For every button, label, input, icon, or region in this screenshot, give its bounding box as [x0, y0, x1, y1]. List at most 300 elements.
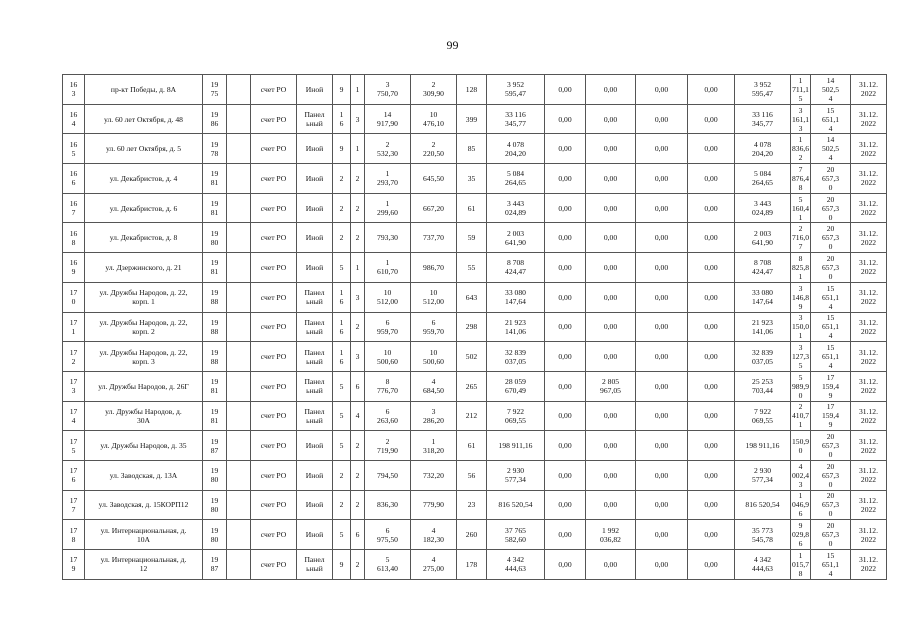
owner-funds-cell: 35 773 545,78: [735, 520, 791, 550]
floors-cell: 1 6: [333, 104, 351, 134]
unit-cost-cell: 5 160,4 1: [792, 194, 810, 222]
regional-funds-cell: 0,00: [586, 342, 636, 372]
cost-limit-cell: 15 651,1 4: [811, 104, 851, 134]
cost-limit-cell: 15 651,1 4: [811, 312, 851, 342]
row-number-cell: 16 7: [63, 193, 85, 223]
completion-date-cell: 31.12. 2022: [851, 490, 887, 520]
row-number-cell: 17 5: [63, 431, 85, 461]
floors-cell: 1 6: [333, 342, 351, 372]
cost-limit-cell: 14 502,5 4: [811, 134, 851, 164]
municipal-funds-cell: 0,00: [636, 134, 688, 164]
wall-material-cell: Иной: [297, 223, 333, 253]
table-row: [63, 75, 887, 105]
regional-funds-cell: 0,00: [586, 282, 636, 312]
fund-method-cell: счет РО: [251, 253, 297, 283]
cost-limit-cell: 14 502,5 4: [811, 75, 851, 105]
residential-area-cell: 10 476,10: [411, 104, 457, 134]
federal-funds-cell: 0,00: [545, 253, 586, 283]
municipal-funds-cell: 0,00: [636, 104, 688, 134]
empty-cell: [227, 550, 251, 580]
address-cell: ул. Заводская, д. 13А: [85, 460, 203, 490]
residential-area-cell: 779,90: [411, 490, 457, 520]
floors-cell: 9: [333, 134, 351, 164]
fund-method-cell: счет РО: [251, 193, 297, 223]
residential-area-cell: 645,50: [411, 164, 457, 194]
total-area-cell: 2 532,30: [365, 134, 411, 164]
entrances-cell: 6: [351, 520, 365, 550]
empty-cell: [227, 490, 251, 520]
entrances-cell: 2: [351, 164, 365, 194]
federal-funds-cell: 0,00: [545, 431, 586, 461]
build-year-cell: 19 88: [203, 342, 227, 372]
cost-limit-cell: 15 651,1 4: [811, 550, 851, 580]
floors-cell: 5: [333, 253, 351, 283]
unit-cost-cell: 2 410,7 1: [792, 402, 810, 430]
residents-cell: 59: [457, 223, 487, 253]
total-cost-cell: 7 922 069,55: [487, 401, 545, 431]
address-cell: ул. Заводская, д. 15КОРП12: [85, 490, 203, 520]
floors-cell: 2: [333, 223, 351, 253]
completion-date-cell: 31.12. 2022: [851, 460, 887, 490]
entrances-cell: 1: [351, 75, 365, 105]
entrances-cell: 3: [351, 282, 365, 312]
build-year-cell: 19 86: [203, 104, 227, 134]
residential-area-cell: 4 275,00: [411, 550, 457, 580]
fund-method-cell: счет РО: [251, 431, 297, 461]
other-funds-cell: 0,00: [688, 75, 735, 105]
completion-date-cell: 31.12. 2022: [851, 75, 887, 105]
total-area-cell: 6 263,60: [365, 401, 411, 431]
regional-funds-cell: 0,00: [586, 134, 636, 164]
entrances-cell: 2: [351, 550, 365, 580]
total-cost-cell: 32 839 037,05: [487, 342, 545, 372]
municipal-funds-cell: 0,00: [636, 431, 688, 461]
residents-cell: 61: [457, 431, 487, 461]
other-funds-cell: 0,00: [688, 401, 735, 431]
residential-area-cell: 737,70: [411, 223, 457, 253]
address-cell: ул. Дружбы Народов, д. 35: [85, 431, 203, 461]
other-funds-cell: 0,00: [688, 282, 735, 312]
fund-method-cell: счет РО: [251, 342, 297, 372]
residents-cell: 399: [457, 104, 487, 134]
other-funds-cell: 0,00: [688, 253, 735, 283]
wall-material-cell: Иной: [297, 520, 333, 550]
address-cell: ул. Декабристов, д. 4: [85, 164, 203, 194]
empty-cell: [227, 431, 251, 461]
fund-method-cell: счет РО: [251, 223, 297, 253]
completion-date-cell: 31.12. 2022: [851, 104, 887, 134]
unit-cost-cell: 1 015,7 8: [792, 550, 810, 578]
empty-cell: [227, 282, 251, 312]
federal-funds-cell: 0,00: [545, 75, 586, 105]
regional-funds-cell: 0,00: [586, 223, 636, 253]
address-cell: ул. Интернациональная, д. 12: [85, 550, 203, 580]
table-row: [63, 134, 887, 164]
floors-cell: 5: [333, 401, 351, 431]
row-number-cell: 17 7: [63, 490, 85, 520]
regional-funds-cell: 0,00: [586, 75, 636, 105]
federal-funds-cell: 0,00: [545, 134, 586, 164]
unit-cost-cell: 4 002,4 3: [792, 461, 810, 489]
row-number-cell: 16 4: [63, 104, 85, 134]
total-cost-cell: 2 930 577,34: [487, 460, 545, 490]
residents-cell: 61: [457, 193, 487, 223]
unit-cost-cell: 8 825,8 1: [792, 253, 810, 281]
federal-funds-cell: 0,00: [545, 490, 586, 520]
build-year-cell: 19 81: [203, 371, 227, 401]
residential-area-cell: 4 182,30: [411, 520, 457, 550]
residential-area-cell: 667,20: [411, 193, 457, 223]
wall-material-cell: Иной: [297, 460, 333, 490]
address-cell: ул. Дружбы Народов, д. 22, корп. 1: [85, 282, 203, 312]
fund-method-cell: счет РО: [251, 104, 297, 134]
cost-limit-cell: 20 657,3 0: [811, 490, 851, 520]
residential-area-cell: 3 286,20: [411, 401, 457, 431]
row-number-cell: 16 5: [63, 134, 85, 164]
houses-table: [62, 74, 887, 580]
table-row: [63, 253, 887, 283]
cost-limit-cell: 20 657,3 0: [811, 520, 851, 550]
municipal-funds-cell: 0,00: [636, 193, 688, 223]
owner-funds-cell: 33 116 345,77: [735, 104, 791, 134]
total-cost-cell: 8 708 424,47: [487, 253, 545, 283]
residential-area-cell: 10 500,60: [411, 342, 457, 372]
wall-material-cell: Иной: [297, 164, 333, 194]
completion-date-cell: 31.12. 2022: [851, 431, 887, 461]
address-cell: ул. Интернациональная, д. 10А: [85, 520, 203, 550]
cost-limit-cell: 20 657,3 0: [811, 431, 851, 461]
total-cost-cell: 33 116 345,77: [487, 104, 545, 134]
empty-cell: [227, 193, 251, 223]
federal-funds-cell: 0,00: [545, 520, 586, 550]
empty-cell: [227, 520, 251, 550]
total-area-cell: 5 613,40: [365, 550, 411, 580]
residential-area-cell: 6 959,70: [411, 312, 457, 342]
table-row: [63, 342, 887, 372]
municipal-funds-cell: 0,00: [636, 253, 688, 283]
build-year-cell: 19 81: [203, 401, 227, 431]
municipal-funds-cell: 0,00: [636, 282, 688, 312]
regional-funds-cell: 0,00: [586, 401, 636, 431]
total-cost-cell: 5 084 264,65: [487, 164, 545, 194]
empty-cell: [227, 253, 251, 283]
total-cost-cell: 3 952 595,47: [487, 75, 545, 105]
unit-cost-cell: 1 836,6 2: [792, 135, 810, 163]
unit-cost-cell: 2 716,0 7: [792, 224, 810, 252]
residential-area-cell: 2 220,50: [411, 134, 457, 164]
other-funds-cell: 0,00: [688, 371, 735, 401]
municipal-funds-cell: 0,00: [636, 401, 688, 431]
total-cost-cell: 4 342 444,63: [487, 550, 545, 580]
floors-cell: 5: [333, 371, 351, 401]
build-year-cell: 19 81: [203, 253, 227, 283]
wall-material-cell: Панел ьный: [297, 342, 333, 372]
completion-date-cell: 31.12. 2022: [851, 134, 887, 164]
empty-cell: [227, 164, 251, 194]
build-year-cell: 19 80: [203, 520, 227, 550]
empty-cell: [227, 75, 251, 105]
floors-cell: 9: [333, 550, 351, 580]
total-area-cell: 6 959,70: [365, 312, 411, 342]
other-funds-cell: 0,00: [688, 193, 735, 223]
total-area-cell: 1 610,70: [365, 253, 411, 283]
municipal-funds-cell: 0,00: [636, 342, 688, 372]
completion-date-cell: 31.12. 2022: [851, 550, 887, 580]
total-area-cell: 6 975,50: [365, 520, 411, 550]
owner-funds-cell: 2 003 641,90: [735, 223, 791, 253]
floors-cell: 5: [333, 520, 351, 550]
completion-date-cell: 31.12. 2022: [851, 401, 887, 431]
floors-cell: 1 6: [333, 282, 351, 312]
table-row: [63, 520, 887, 550]
federal-funds-cell: 0,00: [545, 342, 586, 372]
regional-funds-cell: 0,00: [586, 431, 636, 461]
residential-area-cell: 732,20: [411, 460, 457, 490]
residents-cell: 265: [457, 371, 487, 401]
residents-cell: 260: [457, 520, 487, 550]
fund-method-cell: счет РО: [251, 401, 297, 431]
entrances-cell: 6: [351, 371, 365, 401]
total-area-cell: 14 917,90: [365, 104, 411, 134]
address-cell: пр-кт Победы, д. 8А: [85, 75, 203, 105]
build-year-cell: 19 78: [203, 134, 227, 164]
table-row: [63, 193, 887, 223]
wall-material-cell: Панел ьный: [297, 282, 333, 312]
owner-funds-cell: 816 520,54: [735, 490, 791, 520]
floors-cell: 2: [333, 460, 351, 490]
residents-cell: 643: [457, 282, 487, 312]
completion-date-cell: 31.12. 2022: [851, 164, 887, 194]
cost-limit-cell: 15 651,1 4: [811, 282, 851, 312]
unit-cost-cell: 5 989,9 0: [792, 372, 810, 400]
residential-area-cell: 986,70: [411, 253, 457, 283]
other-funds-cell: 0,00: [688, 550, 735, 580]
owner-funds-cell: 7 922 069,55: [735, 401, 791, 431]
cost-limit-cell: 17 159,4 9: [811, 371, 851, 401]
municipal-funds-cell: 0,00: [636, 371, 688, 401]
federal-funds-cell: 0,00: [545, 460, 586, 490]
entrances-cell: 2: [351, 312, 365, 342]
other-funds-cell: 0,00: [688, 431, 735, 461]
table-row: [63, 164, 887, 194]
wall-material-cell: Иной: [297, 75, 333, 105]
wall-material-cell: Панел ьный: [297, 371, 333, 401]
table-row: [63, 550, 887, 580]
municipal-funds-cell: 0,00: [636, 75, 688, 105]
total-area-cell: 10 500,60: [365, 342, 411, 372]
address-cell: ул. Декабристов, д. 8: [85, 223, 203, 253]
cost-limit-cell: 20 657,3 0: [811, 164, 851, 194]
municipal-funds-cell: 0,00: [636, 520, 688, 550]
completion-date-cell: 31.12. 2022: [851, 520, 887, 550]
table-row: [63, 490, 887, 520]
federal-funds-cell: 0,00: [545, 223, 586, 253]
wall-material-cell: Иной: [297, 490, 333, 520]
floors-cell: 2: [333, 193, 351, 223]
table-row: [63, 460, 887, 490]
unit-cost-cell: 1 711,1 5: [792, 75, 809, 103]
unit-cost-cell: 150,9 0: [791, 431, 811, 461]
empty-cell: [227, 460, 251, 490]
total-cost-cell: 2 003 641,90: [487, 223, 545, 253]
page-number: 99: [446, 38, 459, 52]
regional-funds-cell: 0,00: [586, 164, 636, 194]
completion-date-cell: 31.12. 2022: [851, 253, 887, 283]
address-cell: ул. 60 лет Октября, д. 5: [85, 134, 203, 164]
regional-funds-cell: 0,00: [586, 312, 636, 342]
total-area-cell: 3 750,70: [365, 75, 411, 105]
completion-date-cell: 31.12. 2022: [851, 312, 887, 342]
row-number-cell: 17 4: [63, 401, 85, 431]
row-number-cell: 17 9: [63, 550, 85, 580]
completion-date-cell: 31.12. 2022: [851, 282, 887, 312]
cost-limit-cell: 20 657,3 0: [811, 253, 851, 283]
wall-material-cell: Иной: [297, 134, 333, 164]
regional-funds-cell: 2 805 967,05: [586, 371, 636, 401]
total-area-cell: 2 719,90: [365, 431, 411, 461]
table-row: [63, 282, 887, 312]
owner-funds-cell: 32 839 037,05: [735, 342, 791, 372]
residents-cell: 85: [457, 134, 487, 164]
empty-cell: [227, 134, 251, 164]
residential-area-cell: 2 309,90: [411, 75, 457, 105]
build-year-cell: 19 81: [203, 164, 227, 194]
fund-method-cell: счет РО: [251, 520, 297, 550]
other-funds-cell: 0,00: [688, 134, 735, 164]
fund-method-cell: счет РО: [251, 75, 297, 105]
federal-funds-cell: 0,00: [545, 164, 586, 194]
total-cost-cell: 33 080 147,64: [487, 282, 545, 312]
table-row: [63, 223, 887, 253]
row-number-cell: 16 6: [63, 164, 85, 194]
total-area-cell: 793,30: [365, 223, 411, 253]
table-row: [63, 431, 887, 461]
empty-cell: [227, 312, 251, 342]
fund-method-cell: счет РО: [251, 164, 297, 194]
regional-funds-cell: 0,00: [586, 253, 636, 283]
build-year-cell: 19 80: [203, 460, 227, 490]
wall-material-cell: Панел ьный: [297, 550, 333, 580]
empty-cell: [227, 223, 251, 253]
regional-funds-cell: 0,00: [586, 193, 636, 223]
row-number-cell: 17 2: [63, 342, 85, 372]
row-number-cell: 17 0: [63, 282, 85, 312]
federal-funds-cell: 0,00: [545, 550, 586, 580]
federal-funds-cell: 0,00: [545, 193, 586, 223]
unit-cost-cell: 3 146,8 9: [792, 283, 810, 311]
residential-area-cell: 4 684,50: [411, 371, 457, 401]
unit-cost-cell: 7 876,4 8: [792, 164, 810, 192]
build-year-cell: 19 87: [203, 550, 227, 580]
row-number-cell: 16 3: [63, 75, 85, 105]
municipal-funds-cell: 0,00: [636, 490, 688, 520]
fund-method-cell: счет РО: [251, 312, 297, 342]
entrances-cell: 2: [351, 193, 365, 223]
floors-cell: 1 6: [333, 312, 351, 342]
wall-material-cell: Иной: [297, 253, 333, 283]
municipal-funds-cell: 0,00: [636, 460, 688, 490]
cost-limit-cell: 17 159,4 9: [811, 401, 851, 431]
residents-cell: 212: [457, 401, 487, 431]
owner-funds-cell: 33 080 147,64: [735, 282, 791, 312]
total-area-cell: 794,50: [365, 460, 411, 490]
municipal-funds-cell: 0,00: [636, 164, 688, 194]
address-cell: ул. Дружбы Народов, д. 30А: [85, 401, 203, 431]
entrances-cell: 2: [351, 223, 365, 253]
fund-method-cell: счет РО: [251, 134, 297, 164]
cost-limit-cell: 20 657,3 0: [811, 460, 851, 490]
federal-funds-cell: 0,00: [545, 104, 586, 134]
total-area-cell: 1 299,60: [365, 193, 411, 223]
row-number-cell: 16 8: [63, 223, 85, 253]
total-cost-cell: 816 520,54: [487, 490, 545, 520]
fund-method-cell: счет РО: [251, 490, 297, 520]
empty-cell: [227, 104, 251, 134]
fund-method-cell: счет РО: [251, 460, 297, 490]
wall-material-cell: Панел ьный: [297, 312, 333, 342]
build-year-cell: 19 80: [203, 223, 227, 253]
address-cell: ул. Дружбы Народов, д. 22, корп. 3: [85, 342, 203, 372]
entrances-cell: 3: [351, 104, 365, 134]
owner-funds-cell: 5 084 264,65: [735, 164, 791, 194]
fund-method-cell: счет РО: [251, 550, 297, 580]
unit-cost-cell: 3 150,0 1: [792, 313, 810, 341]
row-number-cell: 16 9: [63, 253, 85, 283]
cost-limit-cell: 15 651,1 4: [811, 342, 851, 372]
completion-date-cell: 31.12. 2022: [851, 371, 887, 401]
fund-method-cell: счет РО: [251, 371, 297, 401]
build-year-cell: 19 81: [203, 193, 227, 223]
address-cell: ул. Дружбы Народов, д. 22, корп. 2: [85, 312, 203, 342]
owner-funds-cell: 3 952 595,47: [735, 75, 791, 105]
entrances-cell: 4: [351, 401, 365, 431]
wall-material-cell: Иной: [297, 431, 333, 461]
owner-funds-cell: 2 930 577,34: [735, 460, 791, 490]
municipal-funds-cell: 0,00: [636, 223, 688, 253]
wall-material-cell: Панел ьный: [297, 104, 333, 134]
other-funds-cell: 0,00: [688, 312, 735, 342]
owner-funds-cell: 4 078 204,20: [735, 134, 791, 164]
empty-cell: [227, 371, 251, 401]
entrances-cell: 2: [351, 490, 365, 520]
empty-cell: [227, 401, 251, 431]
build-year-cell: 19 80: [203, 490, 227, 520]
owner-funds-cell: 25 253 703,44: [735, 371, 791, 401]
completion-date-cell: 31.12. 2022: [851, 223, 887, 253]
other-funds-cell: 0,00: [688, 342, 735, 372]
table-row: [63, 104, 887, 134]
address-cell: ул. Декабристов, д. 6: [85, 193, 203, 223]
table-row: [63, 401, 887, 431]
municipal-funds-cell: 0,00: [636, 550, 688, 580]
regional-funds-cell: 0,00: [586, 104, 636, 134]
entrances-cell: 1: [351, 253, 365, 283]
build-year-cell: 19 87: [203, 431, 227, 461]
unit-cost-cell: 1 046,9 6: [792, 491, 810, 519]
owner-funds-cell: 4 342 444,63: [735, 550, 791, 580]
regional-funds-cell: 1 992 036,82: [586, 520, 636, 550]
build-year-cell: 19 88: [203, 282, 227, 312]
completion-date-cell: 31.12. 2022: [851, 193, 887, 223]
residents-cell: 128: [457, 75, 487, 105]
owner-funds-cell: 21 923 141,06: [735, 312, 791, 342]
residential-area-cell: 10 512,00: [411, 282, 457, 312]
floors-cell: 5: [333, 431, 351, 461]
row-number-cell: 17 8: [63, 520, 85, 550]
cost-limit-cell: 20 657,3 0: [811, 223, 851, 253]
regional-funds-cell: 0,00: [586, 460, 636, 490]
owner-funds-cell: 8 708 424,47: [735, 253, 791, 283]
